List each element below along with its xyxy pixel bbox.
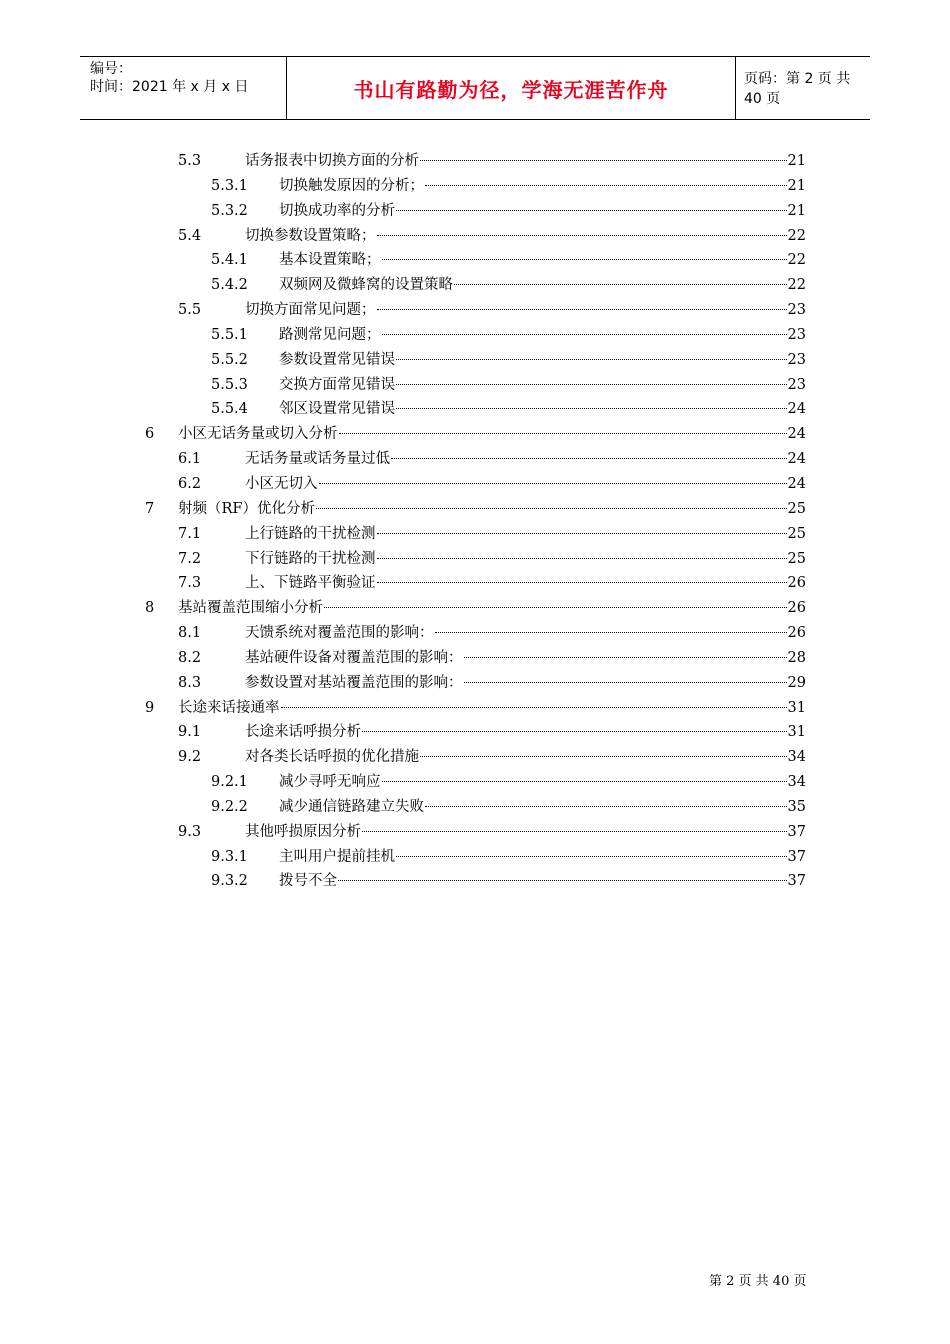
toc-dot-leader <box>464 657 787 658</box>
toc-entry-number: 8 <box>145 600 155 617</box>
toc-dot-leader <box>377 558 787 559</box>
toc-entry-title: 天馈系统对覆盖范围的影响： <box>245 625 434 642</box>
toc-entry-page: 26 <box>787 625 806 642</box>
toc-entry-line <box>279 273 806 298</box>
toc-entry-title: 减少通信链路建立失败 <box>279 798 424 815</box>
toc-entry-page: 31 <box>787 699 806 716</box>
toc-entry[interactable] <box>0 447 950 472</box>
toc-entry-page: 21 <box>787 202 806 219</box>
toc-entry-page: 22 <box>787 252 806 269</box>
toc-entry-page: 23 <box>787 326 806 343</box>
toc-entry[interactable] <box>0 348 950 373</box>
toc-entry-title: 无话务量或话务量过低 <box>245 451 390 468</box>
toc-entry-number: 6 <box>145 426 155 443</box>
toc-entry-number: 9.1 <box>178 724 202 741</box>
toc-entry-title: 基站覆盖范围缩小分析 <box>178 600 323 617</box>
toc-entry-title: 参数设置对基站覆盖范围的影响： <box>245 674 463 691</box>
toc-dot-leader <box>377 533 787 534</box>
toc-entry[interactable] <box>0 224 950 249</box>
toc-entry-page: 24 <box>787 426 806 443</box>
toc-entry-title: 上、下链路平衡验证 <box>245 575 376 592</box>
toc-entry-line <box>279 795 806 820</box>
toc-entry-page: 37 <box>787 848 806 865</box>
toc-entry-page: 26 <box>787 575 806 592</box>
toc-entry[interactable] <box>0 199 950 224</box>
toc-entry[interactable] <box>0 820 950 845</box>
document-date-label: 时间：2021 年 x 月 x 日 <box>90 79 249 95</box>
toc-entry-title: 基本设置策略； <box>279 252 381 269</box>
toc-dot-leader <box>281 707 787 708</box>
toc-entry-title: 下行链路的干扰检测 <box>245 550 376 567</box>
toc-entry[interactable] <box>0 323 950 348</box>
toc-entry-number: 8.3 <box>178 674 202 691</box>
toc-entry-title: 交换方面常见错误 <box>279 376 395 393</box>
toc-dot-leader <box>382 259 787 260</box>
toc-entry-line <box>245 646 806 671</box>
toc-entry-title: 长途来话接通率 <box>178 699 280 716</box>
document-number-label: 编号： <box>90 61 132 77</box>
toc-dot-leader <box>396 210 787 211</box>
toc-entry[interactable] <box>0 596 950 621</box>
toc-entry-number: 9.2.2 <box>211 798 248 815</box>
toc-entry-number: 6.2 <box>178 475 202 492</box>
toc-entry[interactable] <box>0 373 950 398</box>
toc-entry-page: 23 <box>787 376 806 393</box>
toc-entry[interactable] <box>0 397 950 422</box>
toc-entry-page: 34 <box>787 749 806 766</box>
toc-entry-title: 切换参数设置策略； <box>245 227 376 244</box>
toc-dot-leader <box>420 756 787 757</box>
header-meta <box>90 60 280 96</box>
header-page-info: 页码：第 2 页 共 40 页 <box>744 71 851 107</box>
toc-entry[interactable] <box>0 547 950 572</box>
toc-entry-line <box>245 571 806 596</box>
toc-entry-title: 其他呼损原因分析 <box>245 823 361 840</box>
toc-entry-number: 5.4 <box>178 227 202 244</box>
toc-dot-leader <box>464 682 787 683</box>
toc-dot-leader <box>396 384 787 385</box>
toc-entry-line <box>279 770 806 795</box>
toc-entry-title: 射频（RF）优化分析 <box>178 500 315 517</box>
toc-entry-number: 5.5.1 <box>211 326 248 343</box>
toc-entry-title: 小区无切入 <box>245 475 318 492</box>
toc-entry-title: 小区无话务量或切入分析 <box>178 426 338 443</box>
toc-entry-title: 路测常见问题； <box>279 326 381 343</box>
toc-entry[interactable] <box>0 671 950 696</box>
toc-dot-leader <box>377 235 787 236</box>
toc-entry-line <box>279 199 806 224</box>
toc-entry[interactable] <box>0 696 950 721</box>
toc-entry-title: 参数设置常见错误 <box>279 351 395 368</box>
toc-entry-line <box>245 820 806 845</box>
toc-entry-title: 双频网及微蜂窝的设置策略 <box>279 277 453 294</box>
toc-entry-number: 5.3.1 <box>211 177 248 194</box>
toc-entry-line <box>279 323 806 348</box>
toc-entry-page: 34 <box>787 774 806 791</box>
toc-entry-page: 26 <box>787 600 806 617</box>
toc-entry-line <box>245 298 806 323</box>
toc-entry-line <box>245 671 806 696</box>
toc-entry-number: 5.4.2 <box>211 277 248 294</box>
toc-dot-leader <box>435 632 787 633</box>
toc-entry-line <box>178 596 806 621</box>
toc-entry-number: 7 <box>145 500 155 517</box>
page-footer: 第 2 页 共 40 页 <box>709 1274 807 1289</box>
toc-dot-leader <box>425 185 787 186</box>
toc-entry-number: 8.2 <box>178 649 202 666</box>
toc-dot-leader <box>382 781 787 782</box>
page-header <box>80 56 870 120</box>
toc-entry-number: 9.3.1 <box>211 848 248 865</box>
toc-entry-number: 7.2 <box>178 550 202 567</box>
toc-entry-page: 22 <box>787 227 806 244</box>
toc-entry-title: 长途来话呼损分析 <box>245 724 361 741</box>
toc-entry-title: 切换成功率的分析 <box>279 202 395 219</box>
toc-entry-title: 切换方面常见问题； <box>245 302 376 319</box>
toc-entry-line <box>245 149 806 174</box>
toc-entry-line <box>245 720 806 745</box>
toc-entry-page: 25 <box>787 550 806 567</box>
toc-entry[interactable] <box>0 298 950 323</box>
toc-entry-number: 7.3 <box>178 575 202 592</box>
toc-entry-line <box>245 447 806 472</box>
toc-entry[interactable] <box>0 248 950 273</box>
toc-dot-leader <box>425 806 787 807</box>
toc-entry-number: 9.2.1 <box>211 774 248 791</box>
toc-entry[interactable] <box>0 845 950 870</box>
toc-entry-number: 9.2 <box>178 749 202 766</box>
toc-entry-number: 9.3.2 <box>211 873 248 890</box>
toc-entry[interactable] <box>0 745 950 770</box>
toc-entry[interactable] <box>0 621 950 646</box>
toc-entry-number: 5.3 <box>178 153 202 169</box>
toc-entry-page: 24 <box>787 475 806 492</box>
toc-entry-page: 21 <box>787 177 806 194</box>
toc-entry-line <box>178 422 806 447</box>
toc-entry-title: 对各类长话呼损的优化措施 <box>245 749 419 766</box>
toc-dot-leader <box>324 607 787 608</box>
toc-dot-leader <box>382 334 787 335</box>
toc-entry-page: 22 <box>787 277 806 294</box>
toc-entry-line <box>178 696 806 721</box>
toc-entry-page: 21 <box>787 153 806 169</box>
toc-dot-leader <box>338 880 787 881</box>
toc-entry[interactable] <box>0 174 950 199</box>
toc-dot-leader <box>339 433 787 434</box>
toc-entry-number: 5.5.4 <box>211 401 248 418</box>
toc-entry-line <box>279 174 806 199</box>
toc-entry-number: 6.1 <box>178 451 202 468</box>
toc-dot-leader <box>420 160 787 161</box>
toc-entry[interactable] <box>0 273 950 298</box>
toc-entry[interactable] <box>0 646 950 671</box>
toc-entry[interactable] <box>0 522 950 547</box>
toc-entry[interactable] <box>0 770 950 795</box>
toc-dot-leader <box>362 831 787 832</box>
toc-entry-line <box>245 224 806 249</box>
toc-dot-leader <box>319 483 787 484</box>
toc-entry-page: 24 <box>787 451 806 468</box>
toc-dot-leader <box>396 359 787 360</box>
toc-entry-line <box>178 497 806 522</box>
toc-entry-page: 37 <box>787 873 806 890</box>
toc-entry-page: 23 <box>787 351 806 368</box>
toc-entry-page: 24 <box>787 401 806 418</box>
toc-entry-title: 主叫用户提前挂机 <box>279 848 395 865</box>
header-motto: 书山有路勤为径，学海无涯苦作舟 <box>286 57 736 119</box>
toc-entry[interactable] <box>0 720 950 745</box>
toc-entry-page: 28 <box>787 649 806 666</box>
toc-entry-title: 减少寻呼无响应 <box>279 774 381 791</box>
toc-dot-leader <box>396 408 787 409</box>
toc-entry-page: 23 <box>787 302 806 319</box>
toc-entry[interactable] <box>0 149 950 174</box>
toc-entry[interactable] <box>0 472 950 497</box>
toc-entry-line <box>279 248 806 273</box>
toc-entry-number: 9 <box>145 699 155 716</box>
toc-entry-page: 25 <box>787 525 806 542</box>
toc-entry-line <box>245 522 806 547</box>
toc-dot-leader <box>377 582 787 583</box>
toc-entry-number: 9.3 <box>178 823 202 840</box>
toc-entry-title: 拨号不全 <box>279 873 337 890</box>
toc-entry-line <box>279 373 806 398</box>
toc-entry-title: 切换触发原因的分析； <box>279 177 424 194</box>
toc-entry-line <box>245 472 806 497</box>
toc-entry-title: 话务报表中切换方面的分析 <box>245 153 419 169</box>
toc-entry-number: 5.3.2 <box>211 202 248 219</box>
toc-entry-page: 31 <box>787 724 806 741</box>
toc-entry-page: 25 <box>787 500 806 517</box>
toc-entry-line <box>245 621 806 646</box>
toc-entry-number: 5.5.3 <box>211 376 248 393</box>
toc-entry-line <box>279 348 806 373</box>
toc-dot-leader <box>396 856 787 857</box>
toc-entry-line <box>279 845 806 870</box>
toc-entry-line <box>245 745 806 770</box>
toc-dot-leader <box>377 309 787 310</box>
toc-entry[interactable] <box>0 869 950 894</box>
toc-entry[interactable] <box>0 497 950 522</box>
toc-dot-leader <box>391 458 787 459</box>
table-of-contents <box>0 149 950 894</box>
toc-entry-title: 基站硬件设备对覆盖范围的影响： <box>245 649 463 666</box>
toc-entry[interactable] <box>0 422 950 447</box>
toc-entry-line <box>279 869 806 894</box>
toc-entry[interactable] <box>0 571 950 596</box>
toc-entry-number: 7.1 <box>178 525 202 542</box>
toc-entry-number: 5.4.1 <box>211 252 248 269</box>
toc-dot-leader <box>316 508 787 509</box>
toc-entry-number: 5.5.2 <box>211 351 248 368</box>
toc-entry[interactable] <box>0 795 950 820</box>
toc-entry-number: 5.5 <box>178 302 202 319</box>
toc-entry-line <box>279 397 806 422</box>
toc-entry-title: 上行链路的干扰检测 <box>245 525 376 542</box>
toc-dot-leader <box>362 731 787 732</box>
toc-entry-number: 8.1 <box>178 625 202 642</box>
toc-entry-page: 37 <box>787 823 806 840</box>
toc-entry-page: 35 <box>787 798 806 815</box>
toc-entry-title: 邻区设置常见错误 <box>279 401 395 418</box>
toc-entry-line <box>245 547 806 572</box>
toc-entry-page: 29 <box>787 674 806 691</box>
toc-dot-leader <box>454 284 787 285</box>
